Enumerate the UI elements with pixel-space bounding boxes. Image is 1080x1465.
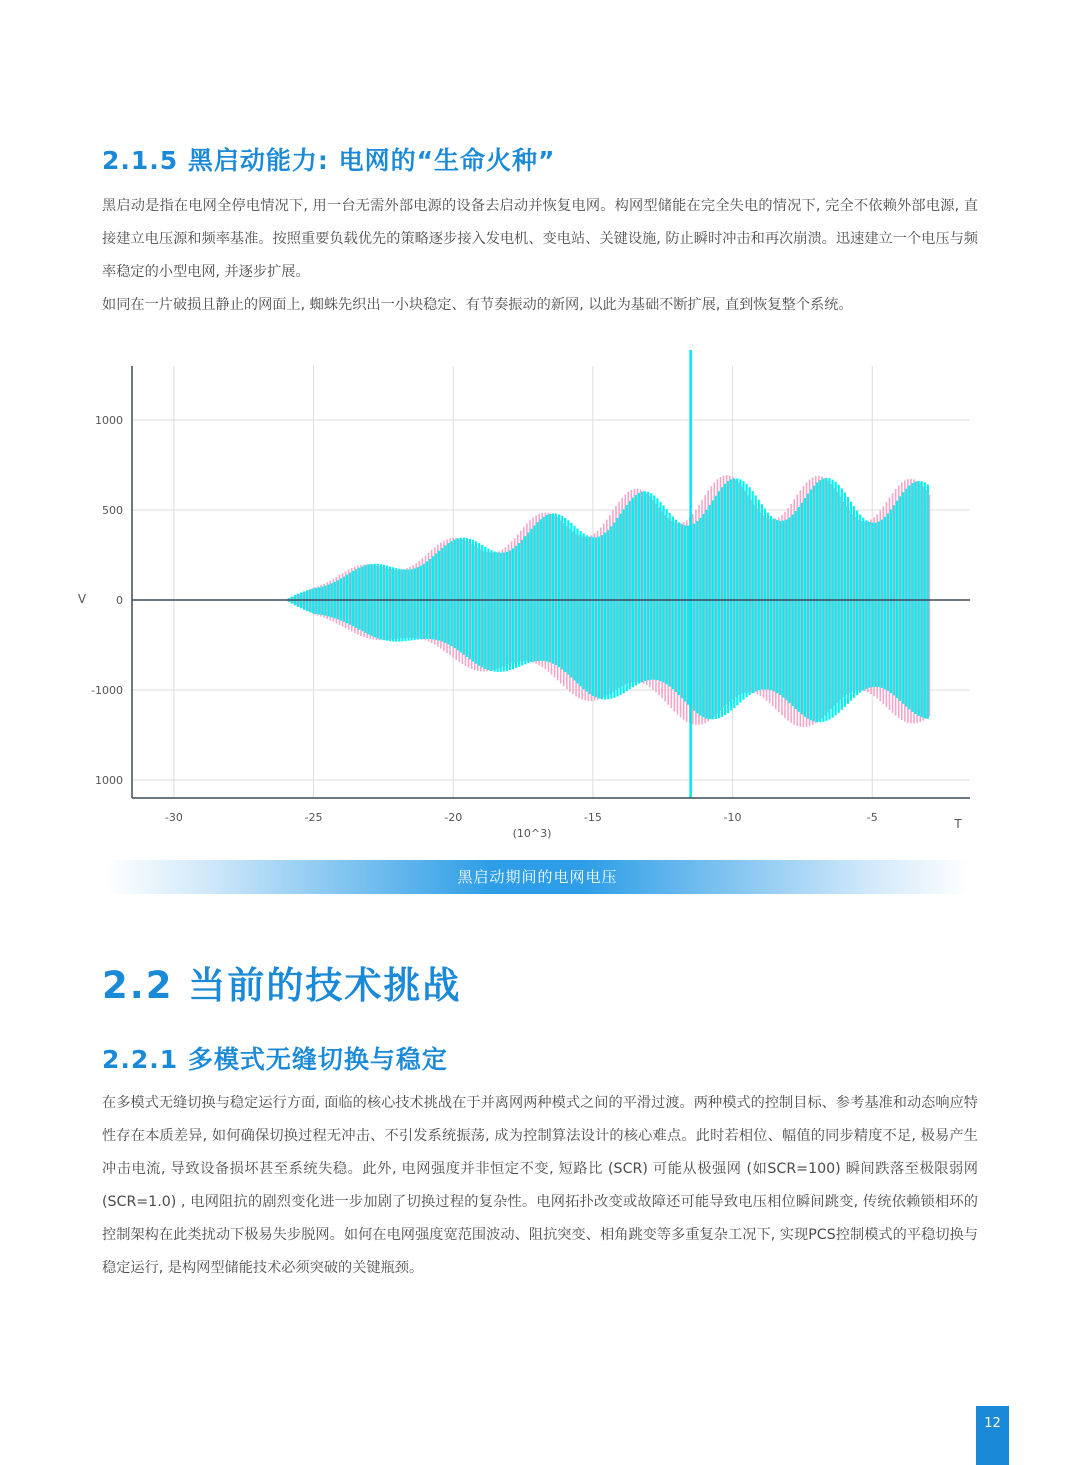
section-215-body — [102, 190, 978, 322]
x-axis-label: T — [954, 817, 962, 831]
x-tick-label: -20 — [444, 811, 463, 824]
section-221-body — [102, 1087, 978, 1285]
page-number: 12 — [984, 1416, 1001, 1431]
chart-waveforms — [286, 350, 930, 798]
voltage-chart — [60, 350, 980, 850]
y-tick-label: 1000 — [95, 414, 123, 427]
y-tick-label: 500 — [102, 504, 123, 517]
y-axis-label: V — [77, 592, 87, 606]
y-tick-label: -1000 — [91, 684, 123, 697]
x-tick-label: -30 — [164, 811, 183, 824]
paragraph-spider-analogy: 如同在一片破损且静止的网面上, 蜘蛛先织出一小块稳定、有节奏振动的新网, 以此为基础不断扩展, 直到恢复整个系统。 — [102, 297, 853, 313]
figure-caption-bar — [105, 860, 970, 894]
x-tick-label: -15 — [583, 811, 602, 824]
x-tick-label: -10 — [723, 811, 742, 824]
paragraph-mode-switching: 在多模式无缝切换与稳定运行方面, 面临的核心技术挑战在于并离网两种模式之间的平滑过渡。两种模式的控制目标、参考基准和动态响应特性存在本质差异, 如何确保切换过程无冲击、不引发系统振荡, 成为控制算法设计的核心难点。此时若相位、幅值的同步精度不足, 极易产生冲击电流, 导致设备损坏甚至系统失稳。此外, 电网强度并非恒定不变, 短路比 (SCR) 可能从极强网 (如SCR=100) 瞬间跌落至极限弱网 (SCR=1.0) , 电网阻抗的剧烈变化进一步加剧了切换过程的复杂性。电网拓扑改变或故障还可能导致电压相位瞬间跳变, 传统依赖锁相环的控制架构在此类扰动下极易失步脱网。如何在电网强度宽范围波动、阻抗突变、相角跳变等多重复杂工况下, 实现PCS控制模式的平稳切换与稳定运行, 是构网型储能技术必须突破的关键瓶颈。 — [102, 1095, 978, 1276]
figure-caption: 黑启动期间的电网电压 — [457, 868, 618, 886]
section-215-title: 2.1.5 黑启动能力: 电网的“生命火种” — [102, 146, 556, 175]
page-number-box — [976, 1406, 1009, 1465]
x-tick-label: -5 — [866, 811, 878, 824]
x-axis-unit: (10^3) — [512, 827, 552, 840]
section-22-title: 2.2 当前的技术挑战 — [102, 964, 462, 1007]
y-tick-label: 0 — [116, 594, 123, 607]
y-tick-label: 1000 — [95, 774, 123, 787]
section-221-title: 2.2.1 多模式无缝切换与稳定 — [102, 1045, 448, 1074]
paragraph-black-start: 黑启动是指在电网全停电情况下, 用一台无需外部电源的设备去启动并恢复电网。构网型储能在完全失电的情况下, 完全不依赖外部电源, 直接建立电压源和频率基准。按照重要负载优先的策略逐步接入发电机、变电站、关键设施, 防止瞬时冲击和再次崩溃。迅速建立一个电压与频率稳定的小型电网, 并逐步扩展。 — [102, 198, 978, 280]
x-tick-label: -25 — [304, 811, 323, 824]
